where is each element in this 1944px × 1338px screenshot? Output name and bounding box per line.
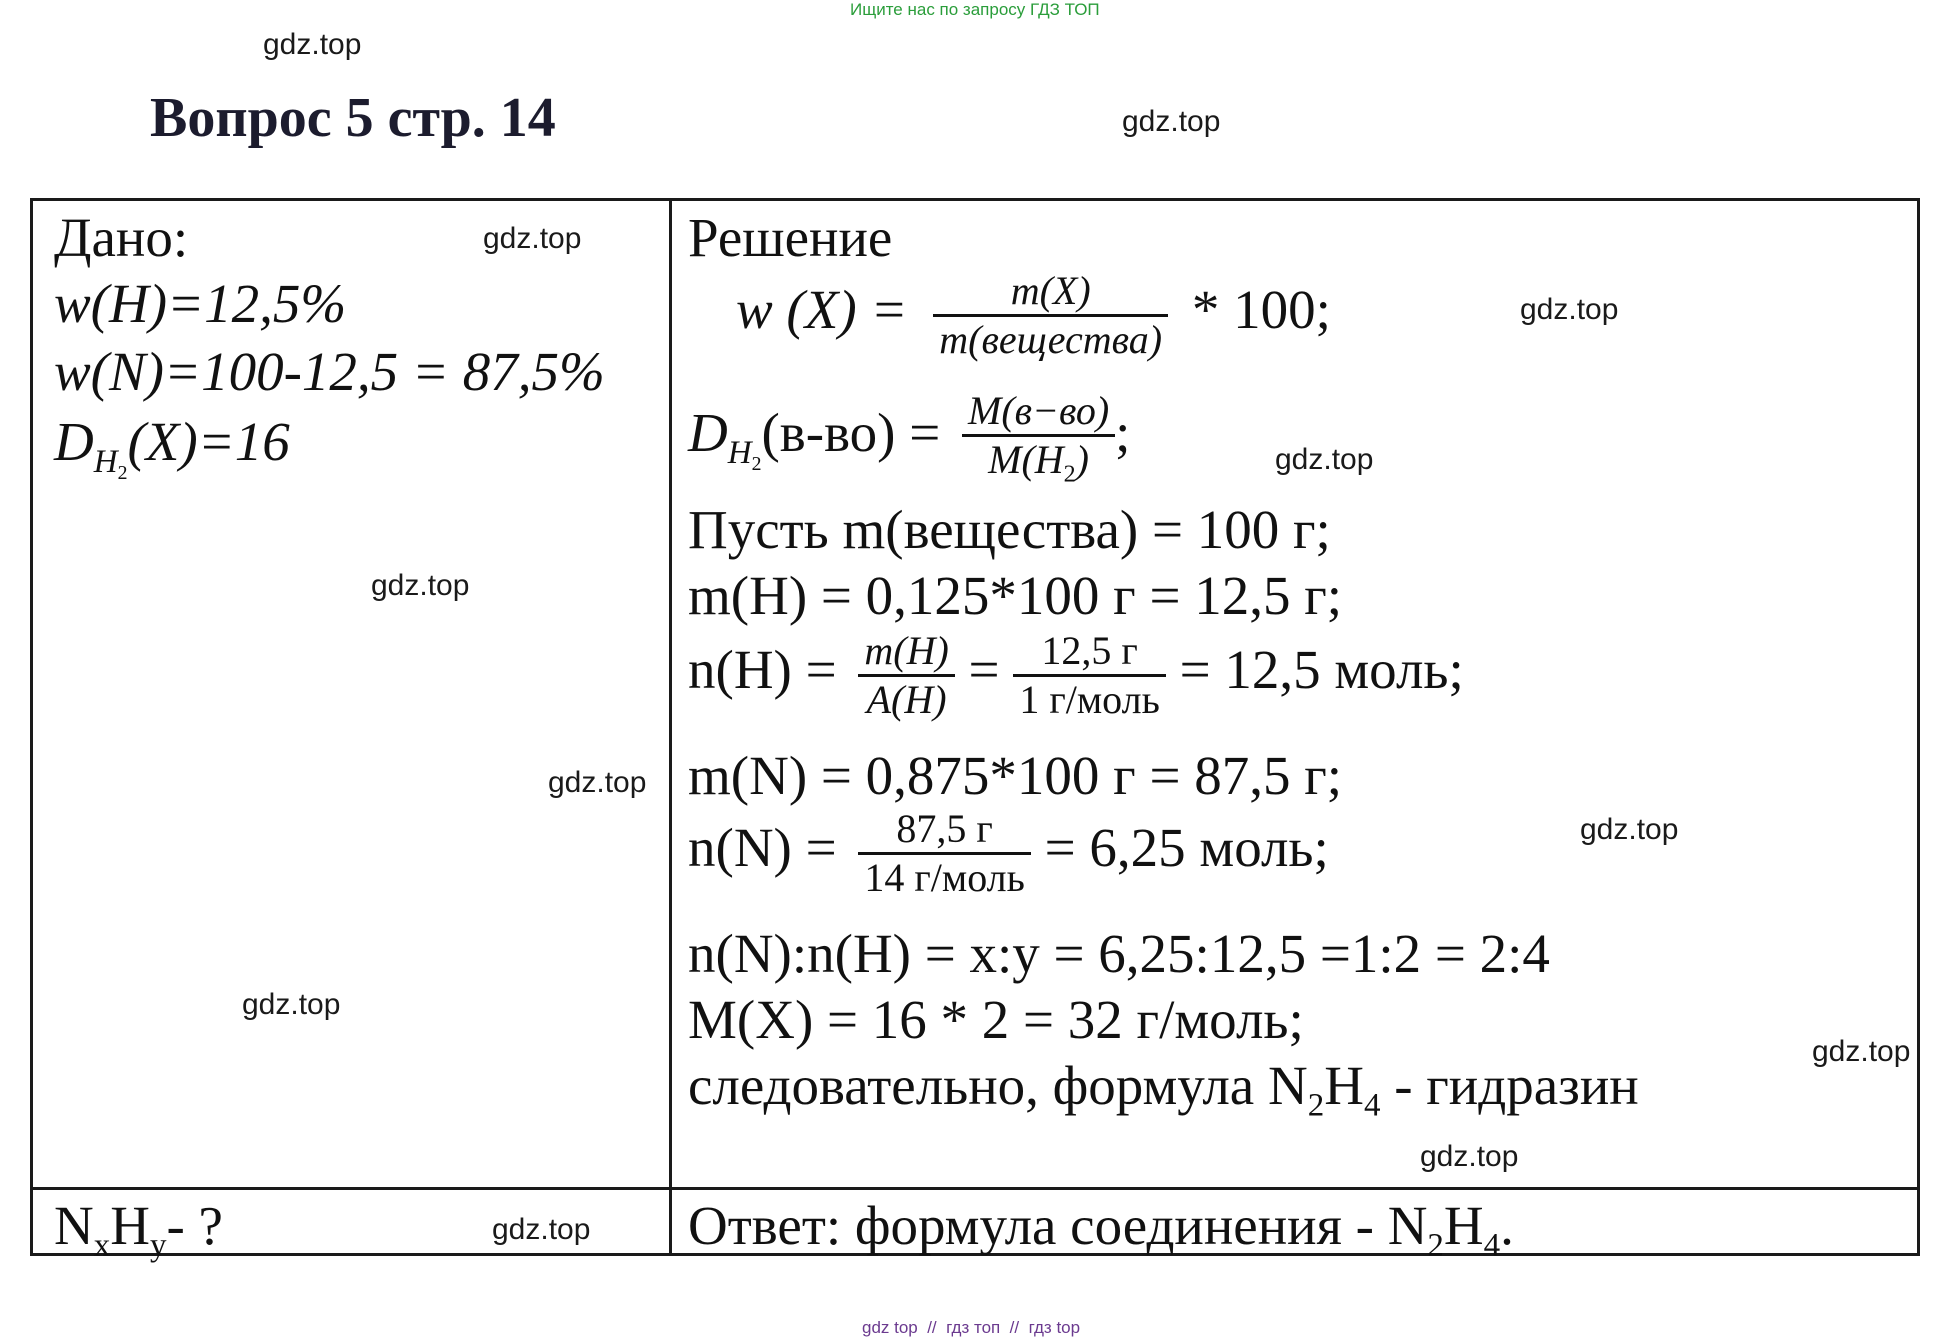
line-ratio: n(N):n(H) = x:y = 6,25:12,5 =1:2 = 2:4 [688, 923, 1550, 984]
watermark: gdz.top [1812, 1035, 1911, 1068]
density-symbol: D [688, 402, 728, 464]
given-d-sub: H [93, 443, 118, 480]
line-mass-h: m(H) = 0,125*100 г = 12,5 г; [688, 565, 1343, 626]
line-molar-mass: M(X) = 16 * 2 = 32 г/моль; [688, 989, 1304, 1050]
watermark: gdz.top [548, 766, 647, 799]
line-moles-n [688, 806, 1329, 901]
formula-rhs: * 100; [1191, 279, 1331, 341]
watermark: gdz.top [1520, 293, 1619, 326]
find-n: N [54, 1195, 94, 1256]
given-w-h: w(H)=12,5% [54, 273, 347, 334]
fraction-numerator: m(H) [864, 628, 949, 673]
fraction-denominator: 1 г/моль [1019, 677, 1160, 722]
search-hint: Ищите нас по запросу ГДЗ ТОП [850, 0, 1100, 19]
den-text: M(H [988, 437, 1064, 482]
answer-mid: H [1443, 1195, 1484, 1256]
line-mass-n: m(N) = 0,875*100 г = 87,5 г; [688, 745, 1343, 806]
watermark: gdz.top [483, 222, 582, 255]
moles-n-lhs: n(N) = [688, 817, 837, 879]
given-d-rest: (X)=16 [127, 411, 290, 472]
formula-lhs: w (X) = [736, 279, 908, 341]
fraction [858, 628, 954, 723]
given-w-n: w(N)=100-12,5 = 87,5% [54, 341, 605, 402]
conclusion-pre: следовательно, формула N [688, 1055, 1308, 1116]
footer-note: gdz top // гдз топ // гдз top [862, 1318, 1081, 1337]
answer-sub2: 4 [1483, 1227, 1501, 1264]
find-unknown [54, 1194, 223, 1265]
fraction-numerator: 87,5 г [896, 806, 993, 851]
density-rhs: ; [1115, 402, 1131, 464]
fraction-numerator: m(X) [1010, 268, 1091, 313]
conclusion-post: - гидразин [1380, 1055, 1639, 1116]
fraction-denominator: 14 г/моль [864, 855, 1025, 900]
watermark: gdz.top [1275, 443, 1374, 476]
density-sub: H [727, 434, 752, 471]
given-d-symbol: D [54, 411, 94, 472]
find-y: y [149, 1227, 167, 1264]
fraction-numerator: M(в−во) [968, 388, 1110, 433]
fraction-denominator [982, 437, 1095, 489]
moles-n-rhs: = 6,25 моль; [1044, 817, 1329, 879]
fraction-denominator: A(H) [866, 677, 947, 722]
formula-density [688, 388, 1130, 489]
watermark: gdz.top [1580, 813, 1679, 846]
fraction [962, 388, 1115, 489]
column-divider [669, 201, 672, 1253]
watermark: gdz.top [492, 1213, 591, 1246]
solution-title: Решение [688, 207, 893, 268]
answer-post: . [1500, 1195, 1514, 1256]
formula-mass-fraction [736, 268, 1331, 363]
line-moles-h [688, 628, 1464, 723]
fraction [933, 268, 1168, 363]
density-lhs: (в-во) = [761, 402, 941, 464]
given-title: Дано: [54, 207, 189, 268]
moles-h-rhs: = 12,5 моль; [1179, 639, 1464, 701]
den-close: ) [1075, 437, 1089, 482]
answer-sub1: 2 [1427, 1227, 1444, 1264]
conclusion-sub1: 2 [1307, 1087, 1325, 1124]
den-sub: 2 [1063, 461, 1076, 488]
watermark: gdz.top [1122, 105, 1221, 138]
fraction [1013, 628, 1166, 723]
watermark: gdz.top [371, 569, 470, 602]
conclusion-mid: H [1324, 1055, 1364, 1116]
given-d-subsub: 2 [117, 461, 128, 484]
answer-line [688, 1194, 1514, 1265]
fraction [858, 806, 1031, 901]
density-subsub: 2 [751, 452, 762, 475]
watermark: gdz.top [1420, 1140, 1519, 1173]
answer-pre: Ответ: формула соединения - N [688, 1195, 1428, 1256]
find-h: H [110, 1195, 150, 1256]
conclusion-sub2: 4 [1363, 1087, 1381, 1124]
fraction-numerator: 12,5 г [1041, 628, 1138, 673]
given-density [54, 410, 290, 484]
watermark: gdz.top [242, 988, 341, 1021]
moles-h-lhs: n(H) = [688, 639, 837, 701]
find-rest: - ? [166, 1195, 223, 1256]
line-conclusion [688, 1054, 1639, 1125]
watermark: gdz.top [263, 28, 362, 61]
row-divider [33, 1187, 1917, 1190]
fraction-denominator: m(вещества) [939, 317, 1163, 362]
equals: = [968, 639, 1000, 701]
page-title: Вопрос 5 стр. 14 [150, 87, 556, 149]
line-assume: Пусть m(вещества) = 100 г; [688, 499, 1331, 560]
find-x: x [93, 1227, 111, 1264]
